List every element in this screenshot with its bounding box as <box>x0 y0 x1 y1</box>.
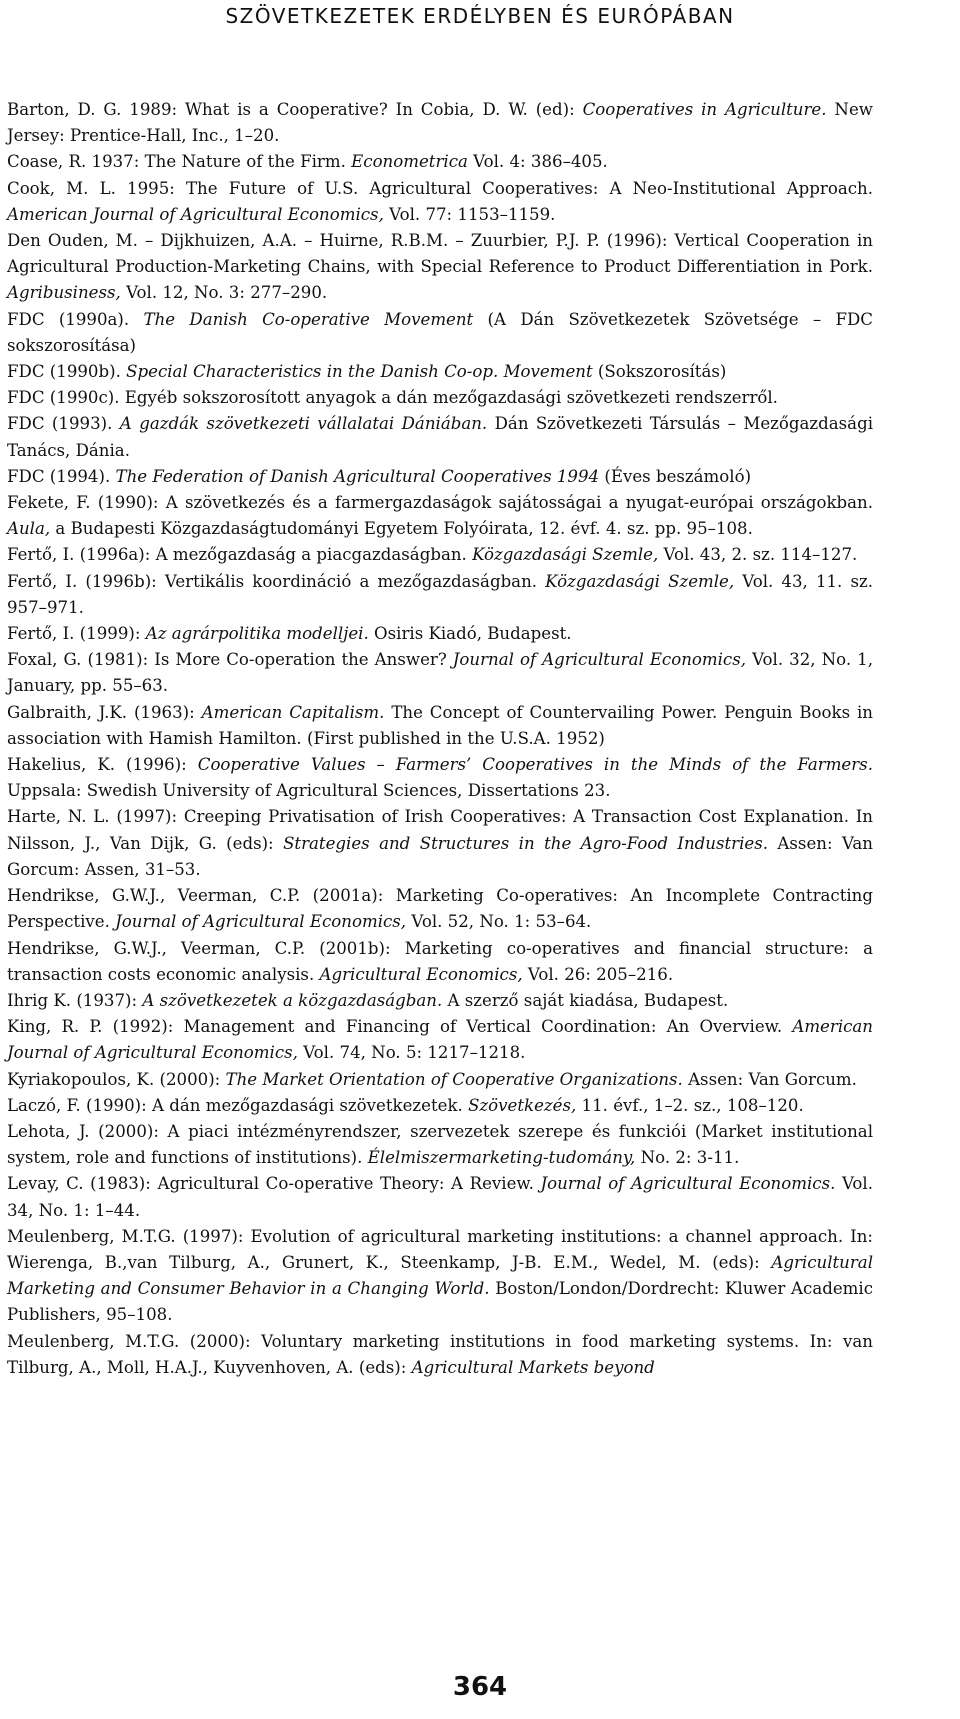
reference-text: Vol. 12, No. 3: 277–290. <box>120 283 328 303</box>
reference-text: Vol. 43, 11. sz. 957–971. <box>7 571 873 617</box>
reference-text: New Jersey: Prentice-Hall, Inc., 1–20. <box>7 100 873 146</box>
running-header: SZÖVETKEZETEK ERDÉLYBEN ÉS EURÓPÁBAN <box>225 4 735 28</box>
reference-text: King, R. P. (1992): Management and Financing of Vertical Coordination: An Overview. <box>7 1017 793 1037</box>
reference-text: Foxal, G. (1981): Is More Co-operation the Answer? <box>7 650 453 670</box>
reference-text: Meulenberg, M.T.G. (2000): Voluntary marketing institutions in food marketing systems. In: van Tilburg, A., Moll, H.A.J., Kuyvenhoven, A. (eds): <box>7 1331 873 1377</box>
reference-text: (A Dán Szövetkezetek Szövetsége – FDC sokszorosítása) <box>7 309 873 355</box>
reference-text: No. 2: 3-11. <box>635 1148 740 1168</box>
reference-title: American Journal of Agricultural Economics, <box>7 1017 873 1063</box>
reference-text: Boston/London/Dordrecht: Kluwer Academic Publishers, 95–108. <box>7 1279 874 1325</box>
reference-title: Journal of Agricultural Economics, <box>115 912 407 932</box>
reference-title: Közgazdasági Szemle, <box>472 545 659 565</box>
reference-text: A szerző saját kiadása, Budapest. <box>442 990 729 1010</box>
reference-title: Agricultural Marketing and Consumer Behavior in a Changing World. <box>7 1252 873 1299</box>
reference-text: FDC (1990b). <box>7 362 127 382</box>
reference-text: Hendrikse, G.W.J., Veerman, C.P. (2001a): Marketing Co-operatives: An Incomplete Contracting Perspective. <box>7 886 873 932</box>
reference-entry <box>7 464 873 490</box>
reference-title: The Federation of Danish Agricultural Cooperatives 1994 <box>115 466 600 486</box>
reference-entry <box>7 569 873 621</box>
reference-entry <box>7 228 873 307</box>
reference-text: Fekete, F. (1990): A szövetkezés és a farmergazdaságok sajátosságai a nyugat-európai országokban. <box>7 493 873 513</box>
reference-text: Hakelius, K. (1996): <box>7 755 198 775</box>
reference-text: Levay, C. (1983): Agricultural Co-operative Theory: A Review. <box>7 1174 541 1194</box>
reference-text: Barton, D. G. 1989: What is a Cooperative? In Cobia, D. W. (ed): <box>7 100 583 119</box>
reference-entry <box>7 176 873 228</box>
reference-entry <box>7 359 873 385</box>
reference-title: Cooperatives in Agriculture. <box>582 100 827 119</box>
reference-text: Dán Szövetkezeti Társulás – Mezőgazdasági Tanács, Dánia. <box>7 414 874 460</box>
reference-text: Vol. 26: 205–216. <box>522 964 674 984</box>
reference-text: Assen: Van Gorcum: Assen, 31–53. <box>7 833 873 879</box>
reference-entry <box>7 752 873 804</box>
reference-text: FDC (1990a). <box>7 309 144 329</box>
reference-text: Vol. 77: 1153–1159. <box>383 204 556 224</box>
reference-title: Econometrica <box>351 152 468 172</box>
reference-text: Fertő, I. (1999): <box>7 624 146 644</box>
reference-text: Ihrig K. (1937): <box>7 990 143 1010</box>
reference-text: Laczó, F. (1990): A dán mezőgazdasági szövetkezetek. <box>7 1095 469 1115</box>
reference-entry <box>7 988 873 1014</box>
reference-title: Strategies and Structures in the Agro-Food Industries. <box>283 833 769 853</box>
reference-list <box>7 97 873 1381</box>
reference-text: Galbraith, J.K. (1963): <box>7 702 202 722</box>
reference-text: Harte, N. L. (1997): Creeping Privatisation of Irish Cooperatives: A Transaction Cost Explanation. In Nilsson, J., Van Dijk, G. (eds): <box>7 807 873 853</box>
reference-entry <box>7 1067 873 1093</box>
reference-entry <box>7 936 873 988</box>
reference-title: Élelmiszermarketing-tudomány, <box>367 1148 636 1168</box>
reference-title: The Market Orientation of Cooperative Organizations. <box>225 1069 683 1089</box>
reference-text: Fertő, I. (1996b): Vertikális koordináció a mezőgazdaságban. <box>7 571 546 591</box>
reference-text: Hendrikse, G.W.J., Veerman, C.P. (2001b): Marketing co-operatives and financial structure: a transaction costs economic analysis. <box>7 938 873 984</box>
reference-text: Vol. 52, No. 1: 53–64. <box>406 912 592 932</box>
reference-text: a Budapesti Közgazdaságtudományi Egyetem Folyóirata, 12. évf. 4. sz. pp. 95–108. <box>50 519 753 539</box>
reference-text: Vol. 74, No. 5: 1217–1218. <box>297 1043 526 1063</box>
reference-text: FDC (1994). <box>7 466 116 486</box>
reference-text: Vol. 32, No. 1, January, pp. 55–63. <box>7 650 873 696</box>
reference-text: (Éves beszámoló) <box>599 466 752 486</box>
reference-text: Kyriakopoulos, K. (2000): <box>7 1069 226 1089</box>
reference-text: Lehota, J. (2000): A piaci intézményrendszer, szervezetek szerepe és funkciói (Market institutional system, role and functions of institutions). <box>7 1121 873 1168</box>
reference-text: (Sokszorosítás) <box>592 362 727 382</box>
reference-title: A gazdák szövetkezeti vállalatai Dániában. <box>119 414 488 434</box>
reference-text: FDC (1990c). Egyéb sokszorosított anyagok a dán mezőgazdasági szövetkezeti rendszerről. <box>7 388 778 408</box>
reference-title: Aula, <box>7 519 51 539</box>
reference-entry <box>7 542 873 568</box>
reference-text: FDC (1993). <box>7 414 120 434</box>
reference-title: Cooperative Values – Farmers’ Cooperatives in the Minds of the Farmers. <box>197 755 873 775</box>
reference-text: Uppsala: Swedish University of Agricultural Sciences, Dissertations 23. <box>7 781 611 801</box>
reference-text: 11. évf., 1–2. sz., 108–120. <box>576 1095 804 1115</box>
reference-entry <box>7 647 873 699</box>
reference-title: The Danish Co-operative Movement <box>143 309 474 329</box>
reference-text: Osiris Kiadó, Budapest. <box>368 624 572 644</box>
reference-text: Cook, M. L. 1995: The Future of U.S. Agricultural Cooperatives: A Neo-Institutional Approach. <box>7 178 873 198</box>
reference-text: Meulenberg, M.T.G. (1997): Evolution of agricultural marketing institutions: a channel approach. In: Wierenga, B.,van Tilburg, A., Grunert, K., Steenkamp, J-B. E.M., Wedel, M. (eds): <box>7 1226 873 1272</box>
reference-text: Vol. 34, No. 1: 1–44. <box>7 1174 873 1220</box>
reference-entry <box>7 1093 873 1119</box>
reference-title: Agricultural Markets beyond <box>411 1357 655 1377</box>
reference-text: Fertő, I. (1996a): A mezőgazdaság a piacgazdaságban. <box>7 545 473 565</box>
reference-title: American Journal of Agricultural Economics, <box>7 204 384 224</box>
reference-title: Az agrárpolitika modelljei. <box>145 624 369 644</box>
reference-entry <box>7 149 873 175</box>
reference-entry <box>7 307 873 359</box>
reference-entry <box>7 97 873 149</box>
reference-text: Coase, R. 1937: The Nature of the Firm. <box>7 152 352 172</box>
reference-title: Agricultural Economics, <box>319 964 523 984</box>
reference-entry <box>7 883 873 935</box>
reference-entry <box>7 411 873 463</box>
reference-title: Agribusiness, <box>7 283 121 303</box>
reference-title: Szövetkezés, <box>468 1095 577 1115</box>
reference-title: Special Characteristics in the Danish Co-op. Movement <box>126 362 593 382</box>
reference-title: Közgazdasági Szemle, <box>545 571 735 591</box>
reference-text: Assen: Van Gorcum. <box>682 1069 857 1089</box>
reference-entry <box>7 1329 873 1381</box>
reference-entry <box>7 1224 873 1329</box>
reference-entry <box>7 1171 873 1223</box>
reference-entry <box>7 490 873 542</box>
reference-title: A szövetkezetek a közgazdaságban. <box>142 990 443 1010</box>
reference-entry <box>7 385 873 411</box>
reference-title: Journal of Agricultural Economics. <box>540 1174 836 1194</box>
reference-text: Den Ouden, M. – Dijkhuizen, A.A. – Huirne, R.B.M. – Zuurbier, P.J. P. (1996): Vertical Cooperation in Agricultural Production-Marketing Chains, with Special Reference to Product Differentiation in Pork. <box>7 231 873 277</box>
reference-text: Vol. 4: 386–405. <box>467 152 608 172</box>
reference-entry <box>7 621 873 647</box>
reference-entry <box>7 1119 873 1171</box>
reference-text: Vol. 43, 2. sz. 114–127. <box>658 545 858 565</box>
reference-entry <box>7 700 873 752</box>
reference-text: The Concept of Countervailing Power. Penguin Books in association with Hamish Hamilton. (First published in the U.S.A. 1952) <box>7 702 873 748</box>
reference-entry <box>7 1014 873 1066</box>
reference-title: American Capitalism. <box>201 702 385 722</box>
reference-entry <box>7 804 873 883</box>
reference-title: Journal of Agricultural Economics, <box>452 650 747 670</box>
page-number: 364 <box>452 1672 508 1702</box>
